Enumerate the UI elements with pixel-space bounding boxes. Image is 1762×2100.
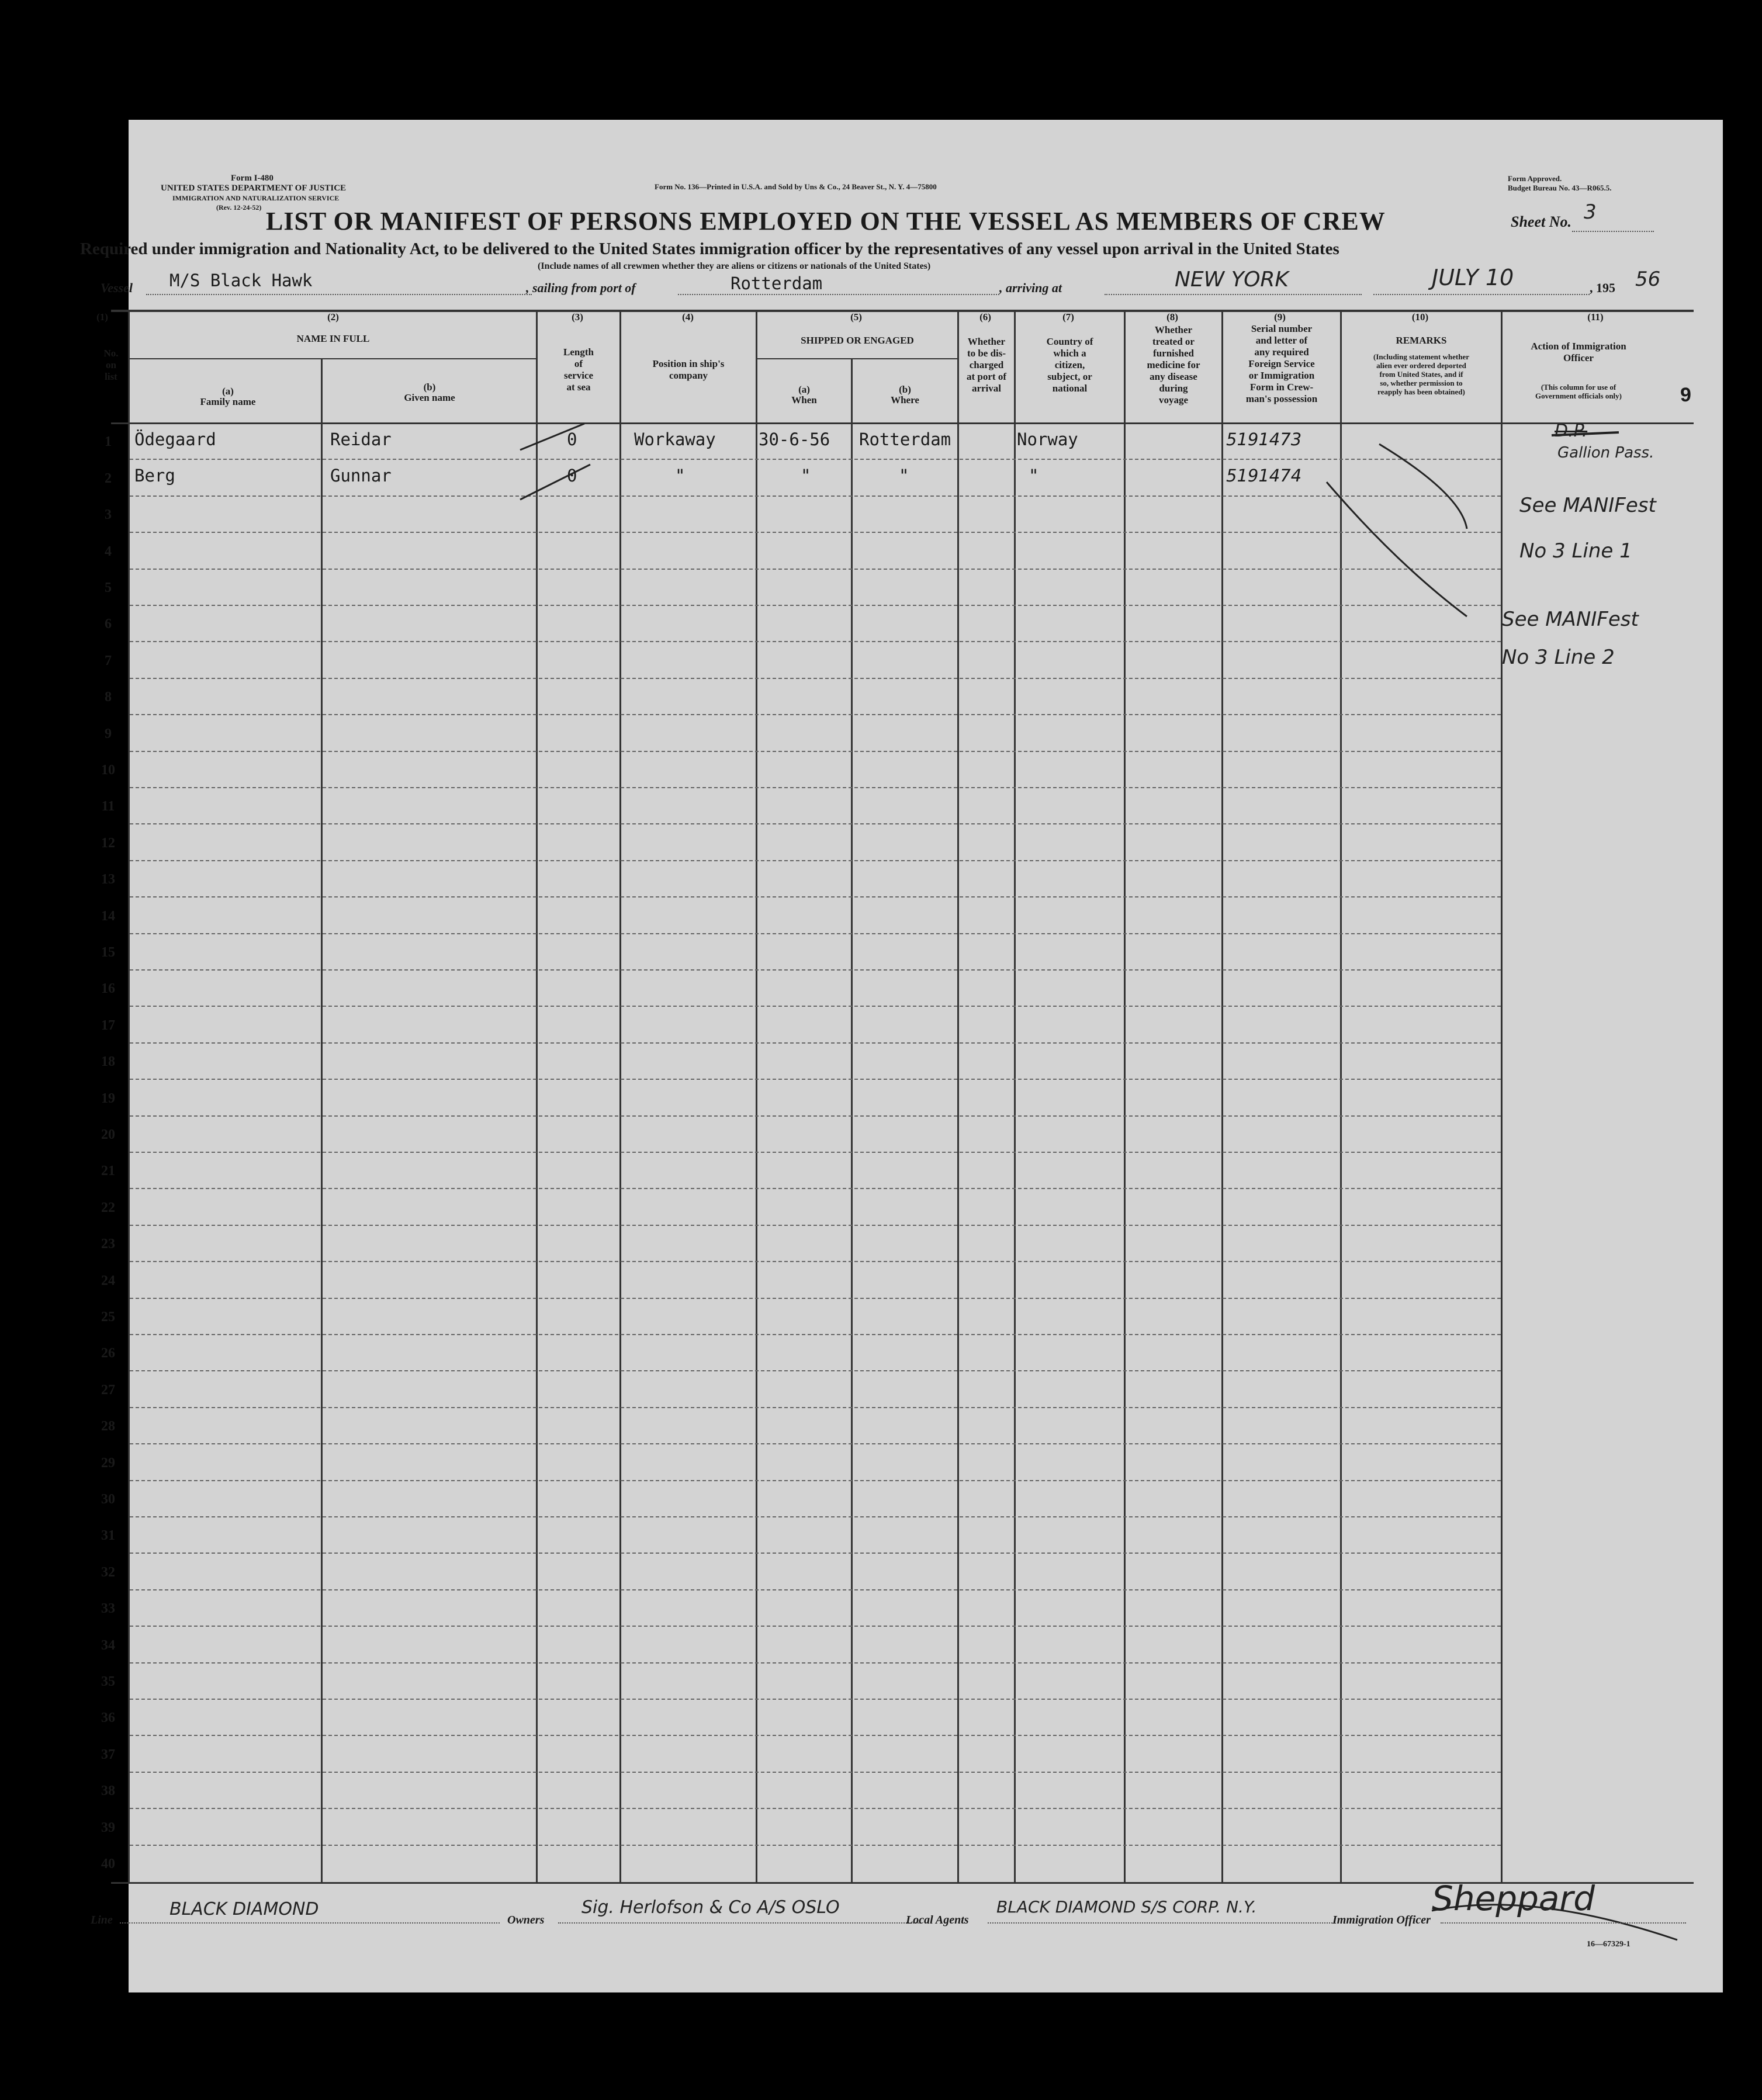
row-number: 18 <box>101 1054 115 1070</box>
page-mark: 9 <box>1680 384 1691 406</box>
footer-agents-label: Local Agents <box>906 1914 969 1926</box>
header-medicine: Whether treated or furnished medicine for any disease during voyage <box>1147 324 1200 406</box>
row-number: 40 <box>101 1856 115 1872</box>
footer-owners-label: Owners <box>507 1914 545 1926</box>
budget-bureau: Budget Bureau No. 43—R065.5. <box>1508 183 1612 192</box>
header-no-on-list: No. on list <box>103 348 119 382</box>
sheet-label: Sheet No. <box>1511 213 1571 230</box>
row-number: 27 <box>101 1382 115 1398</box>
row-number: 28 <box>101 1419 115 1434</box>
form-title: LIST OR MANIFEST OF PERSONS EMPLOYED ON THE VESSEL AS MEMBERS OF CREW <box>266 207 1386 235</box>
footer-line-label: Line <box>91 1914 113 1926</box>
vessel-name: M/S Black Hawk <box>169 271 313 290</box>
row-number: 14 <box>101 908 115 924</box>
annotation-dp: D.P. <box>1555 421 1588 441</box>
arrival-date: JULY 10 <box>1432 265 1514 290</box>
crew-when-cell: 30-6-56 <box>759 429 830 449</box>
row-number: 12 <box>101 835 115 851</box>
crew-where-cell: " <box>899 466 909 486</box>
footer-code: 16—67329-1 <box>1587 1940 1631 1949</box>
col-num-3: (3) <box>572 311 583 323</box>
row-number: 29 <box>101 1455 115 1471</box>
header-serial: Serial number and letter of any required Foreign Service or Immigration Form in Crew- man's possession <box>1245 323 1318 404</box>
annotation-line-1: No 3 Line 1 <box>1519 539 1632 563</box>
col-num-1: (1) <box>96 311 108 323</box>
annotation-line-2: No 3 Line 2 <box>1502 646 1615 669</box>
row-number: 17 <box>101 1017 115 1033</box>
row-number: 2 <box>105 470 112 486</box>
row-number: 33 <box>101 1601 115 1617</box>
crew-family-cell: Ödegaard <box>134 429 216 449</box>
header-given-name: Given name <box>404 392 455 403</box>
header-when: When <box>791 394 817 406</box>
crew-given-cell: Reidar <box>330 429 392 449</box>
row-number: 24 <box>101 1273 115 1288</box>
annotation-pass: Gallion Pass. <box>1557 444 1654 462</box>
row-number: 31 <box>101 1528 115 1544</box>
col-num-10: (10) <box>1411 311 1429 323</box>
header-country: Country of which a citizen, subject, or national <box>1046 336 1093 394</box>
row-number: 15 <box>101 945 115 960</box>
annotation-see-manifest-1: See MANIFest <box>1519 494 1656 517</box>
arrival-port: NEW YORK <box>1175 268 1289 292</box>
row-number: 22 <box>101 1200 115 1215</box>
row-number: 6 <box>105 616 112 632</box>
crew-given-cell: Gunnar <box>330 466 392 486</box>
crew-position-cell: Workaway <box>634 429 716 449</box>
header-position: Position in ship's company <box>652 358 725 381</box>
header-action: Action of Immigration Officer <box>1531 341 1626 363</box>
col-num-11: (11) <box>1587 311 1604 323</box>
crew-length-cell: 0 <box>567 429 577 449</box>
revision: (Rev. 12-24-52) <box>216 203 262 212</box>
crew-serial-cell: 5191473 <box>1226 429 1302 449</box>
header-given-b: (b) <box>423 382 436 393</box>
row-number: 16 <box>101 981 115 997</box>
row-number: 9 <box>105 726 112 741</box>
annotation-see-manifest-2: See MANIFest <box>1502 608 1639 631</box>
crew-country-cell: Norway <box>1017 429 1078 449</box>
row-number: 10 <box>101 763 115 778</box>
row-number: 8 <box>105 689 112 705</box>
row-number: 32 <box>101 1564 115 1580</box>
footer-officer-label: Immigration Officer <box>1332 1914 1431 1926</box>
footer-officer-signature: Sheppard <box>1432 1879 1595 1918</box>
crew-when-cell: " <box>801 466 811 486</box>
header-remarks: REMARKS <box>1396 335 1447 346</box>
row-number: 13 <box>101 872 115 888</box>
header-when-a: (a) <box>798 384 810 395</box>
col-num-5: (5) <box>850 311 862 323</box>
crew-country-cell: " <box>1029 466 1039 486</box>
row-number: 30 <box>101 1492 115 1507</box>
form-approved: Form Approved. <box>1508 174 1562 183</box>
row-number: 21 <box>101 1163 115 1179</box>
row-number: 25 <box>101 1309 115 1325</box>
footer-agents-value: BLACK DIAMOND S/S CORP. N.Y. <box>996 1897 1257 1917</box>
col-num-7: (7) <box>1062 311 1074 323</box>
binder-hole <box>63 395 92 424</box>
row-number: 34 <box>101 1637 115 1653</box>
header-where-b: (b) <box>899 384 911 395</box>
row-number: 37 <box>101 1746 115 1762</box>
vessel-label: Vessel <box>101 280 133 295</box>
department: UNITED STATES DEPARTMENT OF JUSTICE <box>161 183 347 193</box>
row-number: 11 <box>101 799 115 815</box>
row-number: 26 <box>101 1346 115 1361</box>
col-num-6: (6) <box>979 311 991 323</box>
row-number: 35 <box>101 1674 115 1689</box>
row-number: 3 <box>105 507 112 523</box>
row-number: 20 <box>101 1127 115 1142</box>
header-family-a: (a) <box>222 386 234 397</box>
manifest-form <box>80 120 1723 1992</box>
form-id: Form I-480 <box>231 174 274 183</box>
footer-line-value: BLACK DIAMOND <box>169 1899 319 1919</box>
form-subnote: (Include names of all crewmen whether they are aliens or citizens or nationals of the United States) <box>538 261 931 271</box>
year-prefix: , 195 <box>1590 280 1615 295</box>
header-remarks-note: (Including statement whether alien ever ordered deported from United States, and if so, whether permission to reapply has been obtained) <box>1373 352 1469 396</box>
header-shipped: SHIPPED OR ENGAGED <box>801 335 914 346</box>
service: IMMIGRATION AND NATURALIZATION SERVICE <box>172 194 340 202</box>
crew-family-cell: Berg <box>134 466 175 486</box>
sheet-number: 3 <box>1584 200 1597 224</box>
row-number: 4 <box>105 543 112 559</box>
header-family-name: Family name <box>200 396 256 407</box>
header-action-note: (This column for use of Government officials only) <box>1535 383 1622 400</box>
crew-where-cell: Rotterdam <box>859 429 951 449</box>
row-number: 7 <box>105 653 112 668</box>
footer-owners-value: Sig. Herlofson & Co A/S OSLO <box>581 1897 840 1918</box>
header-length: Length of service at sea <box>563 346 594 393</box>
crew-serial-cell: 5191474 <box>1226 466 1302 486</box>
handwritten-strokes <box>129 120 1723 1992</box>
col-num-2: (2) <box>327 311 339 323</box>
row-number: 39 <box>101 1820 115 1835</box>
row-number: 5 <box>105 580 112 595</box>
binder-hole <box>65 783 95 812</box>
arriving-label: , arriving at <box>999 280 1062 295</box>
col-num-4: (4) <box>682 311 694 323</box>
col-num-8: (8) <box>1166 311 1178 323</box>
row-number: 36 <box>101 1710 115 1726</box>
row-number: 38 <box>101 1783 115 1799</box>
row-number: 1 <box>105 434 112 450</box>
form-subtitle: Required under immigration and Nationality Act, to be delivered to the United States immigration officer by the representatives of any vessel upon arrival in the United States <box>80 240 1339 258</box>
header-where: Where <box>891 394 919 406</box>
crew-position-cell: " <box>675 466 686 486</box>
header-discharged: Whether to be dis- charged at port of arrival <box>967 336 1006 394</box>
row-number: 23 <box>101 1236 115 1252</box>
sailing-port: Rotterdam <box>731 273 823 293</box>
header-name-in-full: NAME IN FULL <box>296 333 370 344</box>
col-num-9: (9) <box>1274 311 1286 323</box>
crew-length-cell: 0 <box>567 466 577 486</box>
binder-hole <box>65 685 95 714</box>
year-suffix: 56 <box>1635 268 1661 291</box>
sailing-label: , sailing from port of <box>526 280 636 295</box>
row-number: 19 <box>101 1090 115 1106</box>
printer-note: Form No. 136—Printed in U.S.A. and Sold by Uns & Co., 24 Beaver St., N. Y. 4—75800 <box>655 182 937 191</box>
